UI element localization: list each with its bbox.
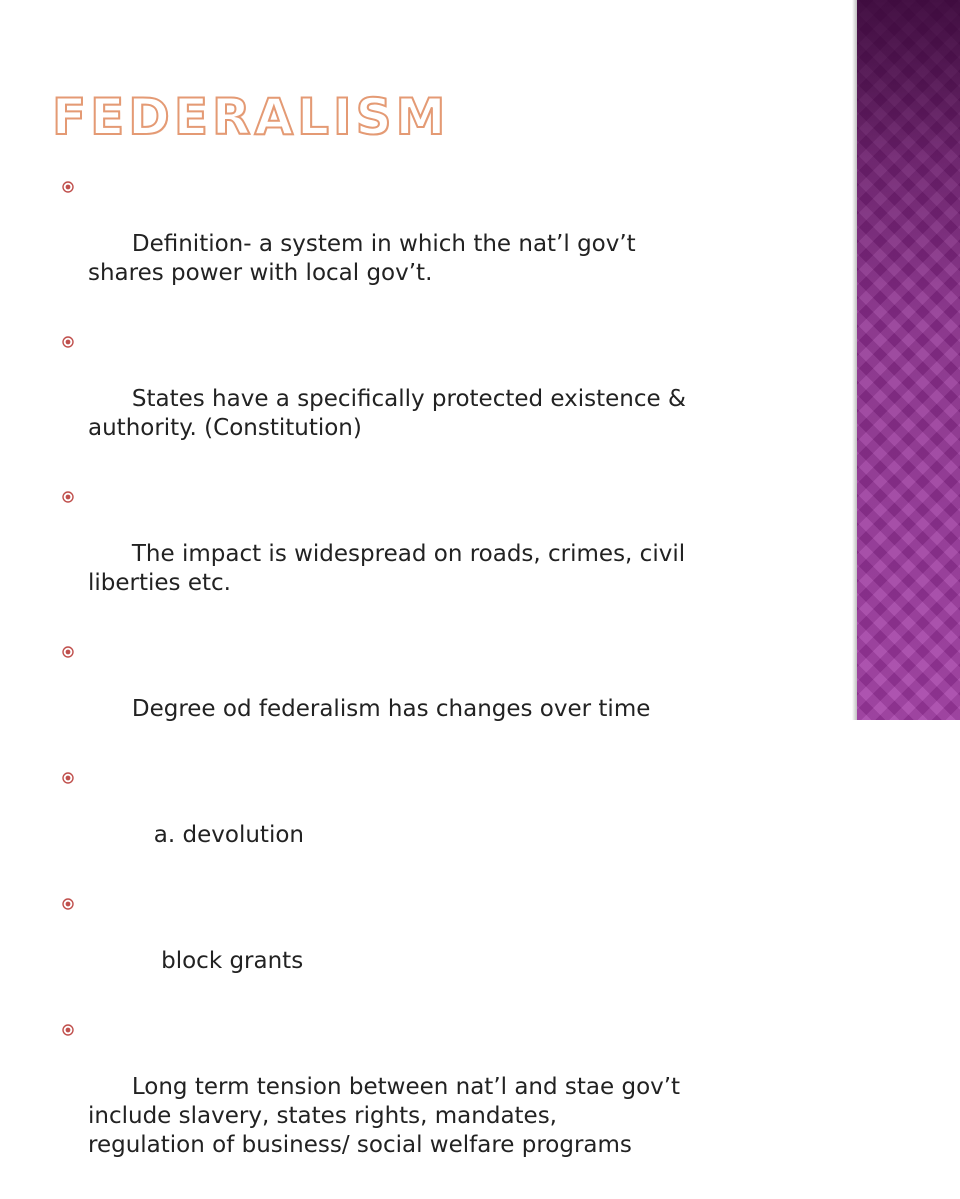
bullet-text: a. devolution	[131, 822, 304, 848]
bullet-item	[62, 172, 822, 317]
slide-title: FEDERALISM	[52, 88, 450, 146]
circled-dot-icon	[62, 1024, 74, 1036]
bullet-item	[62, 889, 822, 1005]
bullet-text: States have a specifically protected existence & authority. (Constitution)	[88, 386, 686, 441]
circled-dot-icon	[62, 898, 74, 910]
bullet-text: The impact is widespread on roads, crimes, civil liberties etc.	[88, 541, 686, 596]
bullet-text: Long term tension between nat’l and stae gov’t include slavery, states rights, mandates, regulation of business/ social welfare programs	[88, 1074, 681, 1158]
circled-dot-icon	[62, 772, 74, 784]
circled-dot-icon	[62, 336, 74, 348]
decorative-side-panel	[857, 0, 960, 720]
bullet-item	[62, 327, 822, 472]
bullet-item	[62, 482, 822, 627]
bullet-item	[62, 1015, 822, 1189]
circled-dot-icon	[62, 491, 74, 503]
circled-dot-icon	[62, 646, 74, 658]
bullet-text: Degree od federalism has changes over time	[131, 696, 651, 722]
bullet-item	[62, 763, 822, 879]
bullet-text: Definition- a system in which the nat’l gov’t shares power with local gov’t.	[88, 231, 636, 286]
bullet-list	[62, 172, 822, 1199]
circled-dot-icon	[62, 181, 74, 193]
bullet-text: block grants	[131, 948, 304, 974]
bullet-item	[62, 637, 822, 753]
